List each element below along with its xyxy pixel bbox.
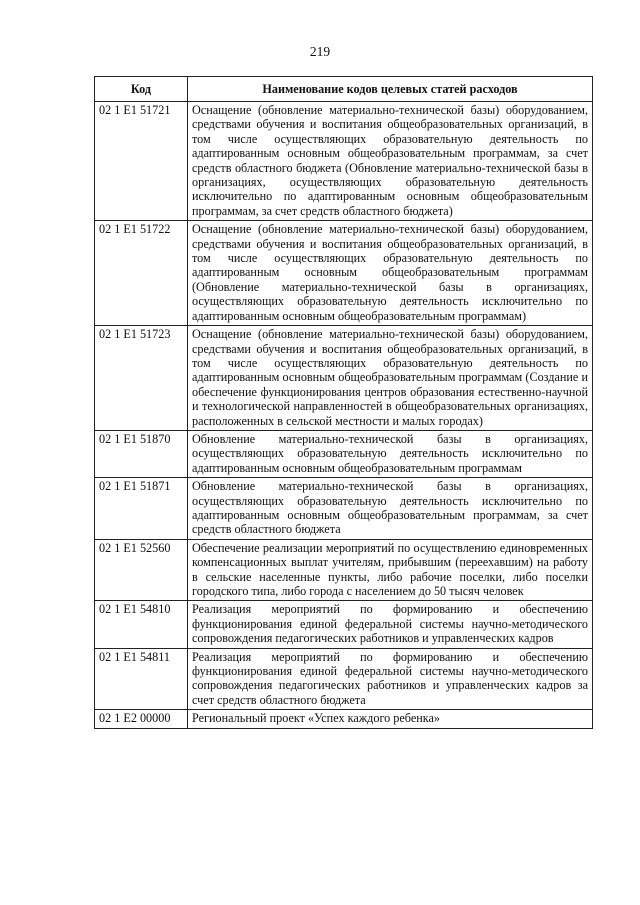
target-expense-codes-table xyxy=(94,76,593,729)
row-code: 02 1 E1 54811 xyxy=(95,648,188,710)
column-header-name: Наименование кодов целевых статей расходов xyxy=(188,77,593,102)
table-header-row xyxy=(95,77,593,102)
row-name: Региональный проект «Успех каждого ребенка» xyxy=(188,710,593,728)
table-row xyxy=(95,326,593,431)
table-row xyxy=(95,539,593,601)
row-code: 02 1 E1 51723 xyxy=(95,326,188,431)
table-row xyxy=(95,430,593,477)
row-code: 02 1 E1 51870 xyxy=(95,430,188,477)
row-code: 02 1 E1 51721 xyxy=(95,102,188,221)
table-row xyxy=(95,102,593,221)
column-header-code: Код xyxy=(95,77,188,102)
row-code: 02 1 E2 00000 xyxy=(95,710,188,728)
table-row xyxy=(95,221,593,326)
row-code: 02 1 E1 51722 xyxy=(95,221,188,326)
row-name: Обеспечение реализации мероприятий по осуществлению единовременных компенсационных выплат учителям, прибывшим (переехавшим) на работу в сельские населенные пункты, либо рабочие поселки, либо поселки городского типа, либо города с населением до 50 тысяч человек xyxy=(188,539,593,601)
page-number: 219 xyxy=(309,44,331,59)
row-code: 02 1 E1 52560 xyxy=(95,539,188,601)
row-name: Оснащение (обновление материально-технической базы) оборудованием, средствами обучения и воспитания общеобразовательных организаций, в том числе осуществляющих образовательную деятельность по адаптированным основным общеобразовательным программам (Обновление материально-технической базы в организациях, осуществляющих образовательную деятельность исключительно по адаптированным основным общеобразовательным программам) xyxy=(188,221,593,326)
table-row xyxy=(95,648,593,710)
table-row xyxy=(95,601,593,648)
table-row xyxy=(95,710,593,728)
table-row xyxy=(95,478,593,540)
row-name: Оснащение (обновление материально-технической базы) оборудованием, средствами обучения и воспитания общеобразовательных организаций, в том числе осуществляющих образовательную деятельность по адаптированным основным общеобразовательным программам, за счет средств областного бюджета (Обновление материально-технической базы в организациях, осуществляющих образовательную деятельность исключительно по адаптированным основным общеобразовательным программам, за счет средств областного бюджета) xyxy=(188,102,593,221)
row-name: Обновление материально-технической базы в организациях, осуществляющих образовательную деятельность исключительно по адаптированным основным общеобразовательным программам xyxy=(188,430,593,477)
row-name: Оснащение (обновление материально-технической базы) оборудованием, средствами обучения и воспитания общеобразовательных организаций, в том числе осуществляющих образовательную деятельность по адаптированным основным общеобразовательным программам (Создание и обеспечение функционирования центров образования естественно-научной и технологической направленностей в общеобразовательных организациях, расположенных в сельской местности и малых городах) xyxy=(188,326,593,431)
row-code: 02 1 E1 54810 xyxy=(95,601,188,648)
row-name: Реализация мероприятий по формированию и обеспечению функционирования единой федеральной системы научно-методического сопровождения педагогических работников и управленческих кадров за счет средств областного бюджета xyxy=(188,648,593,710)
row-name: Реализация мероприятий по формированию и обеспечению функционирования единой федеральной системы научно-методического сопровождения педагогических работников и управленческих кадров xyxy=(188,601,593,648)
row-name: Обновление материально-технической базы в организациях, осуществляющих образовательную деятельность исключительно по адаптированным основным общеобразовательным программам, за счет средств областного бюджета xyxy=(188,478,593,540)
row-code: 02 1 E1 51871 xyxy=(95,478,188,540)
